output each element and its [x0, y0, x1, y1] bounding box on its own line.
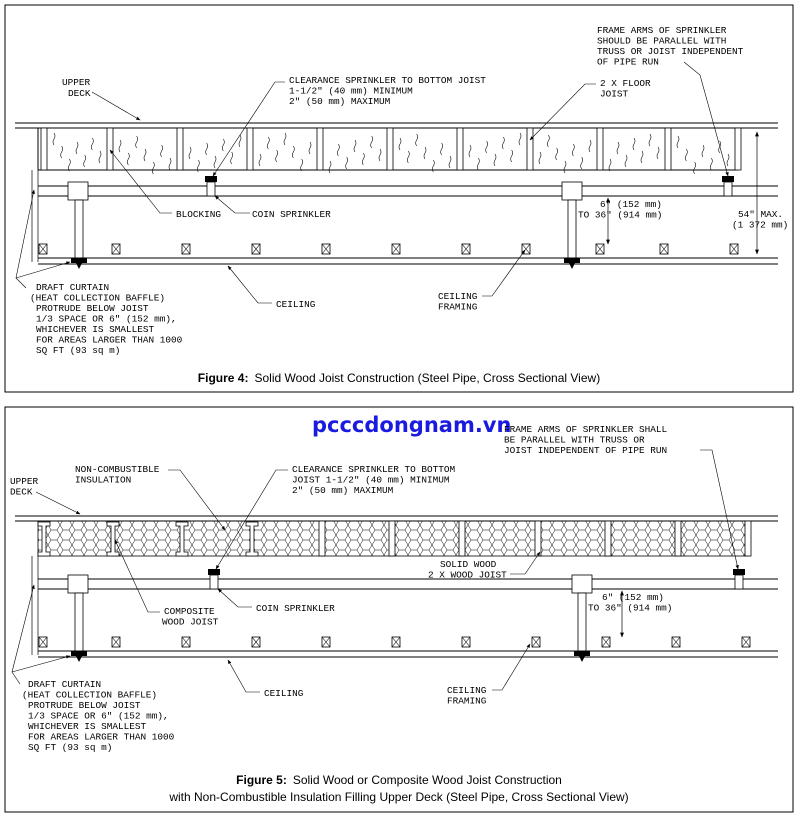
wood-grain-mark	[511, 150, 513, 162]
wood-grain-mark	[169, 158, 171, 170]
floor-joist	[107, 128, 113, 170]
wood-grain-mark	[694, 162, 696, 174]
solid-wood-joist	[675, 521, 681, 556]
coin-sprinkler	[208, 569, 220, 589]
wood-grain-mark	[53, 133, 55, 145]
coin-sprinkler	[205, 176, 217, 196]
wood-grain-mark	[354, 140, 356, 152]
wood-grain-mark	[625, 155, 627, 167]
solid-wood-joist	[389, 521, 395, 556]
wood-grain-mark	[276, 150, 278, 162]
label-composite: COMPOSITE WOOD JOIST	[162, 606, 219, 628]
floor-joist	[527, 128, 533, 170]
wood-grain-mark	[119, 140, 121, 152]
wood-grain-mark	[152, 162, 154, 174]
wood-grain-mark	[424, 147, 426, 159]
wood-grain-mark	[362, 153, 364, 165]
wood-grain-mark	[337, 144, 339, 156]
wood-grain-mark	[161, 145, 163, 157]
wood-grain-mark	[309, 142, 311, 154]
solid-wood-joist	[745, 521, 751, 556]
wood-grain-mark	[469, 145, 471, 157]
wood-grain-mark	[329, 161, 331, 173]
floor-joist	[735, 128, 741, 170]
label-insulation: NON-COMBUSTIBLE INSULATION	[75, 464, 160, 486]
floor-joist	[41, 128, 47, 170]
wood-grain-mark	[609, 159, 611, 171]
wood-grain-mark	[127, 153, 129, 165]
label-coin-sprinkler: COIN SPRINKLER	[252, 209, 331, 220]
wood-grain-mark	[371, 136, 373, 148]
coin-sprinkler	[733, 569, 745, 589]
wood-grain-mark	[68, 159, 70, 171]
figure-5	[5, 407, 793, 812]
label-clearance: CLEARANCE SPRINKLER TO BOTTOM JOIST 1-1/2" (40 mm) MINIMUM 2" (50 mm) MAXIMUM	[292, 464, 456, 496]
label-solid-wood: SOLID WOOD 2 X WOOD JOIST	[428, 559, 507, 581]
wood-grain-mark	[284, 133, 286, 145]
drop-pipe	[562, 182, 582, 269]
floor-joist	[387, 128, 393, 170]
drop-pipe	[68, 182, 88, 269]
label-ceiling-framing: CEILING FRAMING	[438, 291, 478, 313]
floor-joist	[177, 128, 183, 170]
floor-joist	[457, 128, 463, 170]
label-upper-deck: UPPER DECK	[62, 77, 91, 99]
wood-grain-mark	[144, 149, 146, 161]
wood-grain-mark	[710, 158, 712, 170]
label-coin-sprinkler: COIN SPRINKLER	[256, 603, 335, 614]
wood-grain-mark	[239, 135, 241, 147]
wood-grain-mark	[416, 134, 418, 146]
wood-grain-mark	[379, 149, 381, 161]
wood-grain-mark	[292, 146, 294, 158]
wood-grain-mark	[519, 133, 521, 145]
label-frame-arms: FRAME ARMS OF SPRINKLER SHOULD BE PARALLEL WITH TRUSS OR JOIST INDEPENDENT OF PIPE RUN	[597, 25, 744, 68]
coin-sprinkler	[722, 176, 734, 196]
label-blocking: BLOCKING	[176, 209, 222, 220]
ceiling-framing	[39, 244, 738, 254]
floor-joist	[247, 128, 253, 170]
wood-grain-mark	[617, 142, 619, 154]
wood-grain-mark	[677, 136, 679, 148]
wood-grain-mark	[589, 140, 591, 152]
wood-grain-mark	[61, 146, 63, 158]
wood-grain-mark	[76, 142, 78, 154]
wood-grain-mark	[685, 149, 687, 161]
label-floor-joist: 2 X FLOOR JOIST	[600, 78, 651, 100]
floor-joists	[41, 128, 741, 174]
label-draft-curtain: DRAFT CURTAIN (HEAT COLLECTION BAFFLE) PROTRUDE BELOW JOIST 1/3 SPACE OR 6" (152 mm), WHICHEVER IS SMALLEST FOR AREAS LARGER THAN 1000 SQ FT (93 sq m)	[22, 679, 175, 753]
wood-grain-mark	[259, 154, 261, 166]
floor-joist	[665, 128, 671, 170]
label-clearance: CLEARANCE SPRINKLER TO BOTTOM JOIST 1-1/2" (40 mm) MINIMUM 2" (50 mm) MAXIMUM	[289, 75, 486, 107]
watermark-text: pcccdongnam.vn	[312, 413, 512, 437]
wood-grain-mark	[641, 151, 643, 163]
solid-wood-joist	[605, 521, 611, 556]
figure-5-caption-line-2: with Non-Combustible Insulation Filling Upper Deck (Steel Pipe, Cross Sectional View)	[169, 790, 629, 804]
solid-wood-joist	[319, 521, 325, 556]
wood-grain-mark	[477, 158, 479, 170]
wood-grain-mark	[702, 145, 704, 157]
ceiling-framing	[39, 637, 750, 647]
wood-grain-mark	[99, 151, 101, 163]
wood-grain-mark	[486, 141, 488, 153]
wood-grain-mark	[572, 144, 574, 156]
label-upper-deck: UPPER DECK	[10, 476, 39, 498]
solid-wood-joist	[459, 521, 465, 556]
wood-grain-mark	[441, 143, 443, 155]
label-spacing: 6" (152 mm) TO 36" (914 mm)	[578, 199, 663, 221]
floor-joist	[597, 128, 603, 170]
solid-wood-joist	[535, 521, 541, 556]
wood-grain-mark	[727, 154, 729, 166]
wood-grain-mark	[649, 134, 651, 146]
wood-grain-mark	[301, 159, 303, 171]
wood-grain-mark	[206, 143, 208, 155]
wood-grain-mark	[539, 152, 541, 164]
wood-grain-mark	[214, 156, 216, 168]
label-draft-curtain: DRAFT CURTAIN (HEAT COLLECTION BAFFLE) PROTRUDE BELOW JOIST 1/3 SPACE OR 6" (152 mm), WHICHEVER IS SMALLEST FOR AREAS LARGER THAN 1000 SQ FT (93 sq m)	[30, 282, 183, 356]
wood-grain-mark	[502, 137, 504, 149]
floor-joist	[317, 128, 323, 170]
wood-grain-mark	[346, 157, 348, 169]
figure-4	[5, 5, 793, 392]
wood-grain-mark	[657, 147, 659, 159]
drop-pipe	[68, 575, 88, 662]
wood-grain-mark	[633, 138, 635, 150]
wood-grain-mark	[399, 138, 401, 150]
wood-grain-mark	[84, 155, 86, 167]
wood-grain-mark	[449, 156, 451, 168]
wood-grain-mark	[564, 161, 566, 173]
label-ceiling: CEILING	[276, 299, 316, 310]
wood-grain-mark	[91, 138, 93, 150]
wood-grain-mark	[556, 148, 558, 160]
wood-grain-mark	[136, 136, 138, 148]
wood-grain-mark	[494, 154, 496, 166]
label-spacing: 6" (152 mm) TO 36" (914 mm)	[588, 592, 673, 614]
label-ceiling: CEILING	[264, 688, 304, 699]
wood-grain-mark	[407, 151, 409, 163]
wood-grain-mark	[189, 147, 191, 159]
label-max: 54" MAX. (1 372 mm)	[732, 209, 789, 231]
wood-grain-mark	[231, 152, 233, 164]
label-frame-arms: FRAME ARMS OF SPRINKLER SHALL BE PARALLEL WITH TRUSS OR JOIST INDEPENDENT OF PIPE RUN	[504, 424, 668, 456]
wood-grain-mark	[547, 135, 549, 147]
drop-pipe	[572, 575, 592, 662]
wood-grain-mark	[222, 139, 224, 151]
wood-grain-mark	[267, 137, 269, 149]
figure-5-caption: Figure 5: Solid Wood or Composite Wood Joist Construction	[236, 773, 562, 787]
wood-grain-mark	[581, 157, 583, 169]
label-ceiling-framing: CEILING FRAMING	[447, 685, 487, 707]
figure-4-caption: Figure 4: Solid Wood Joist Construction (Steel Pipe, Cross Sectional View)	[197, 371, 601, 385]
